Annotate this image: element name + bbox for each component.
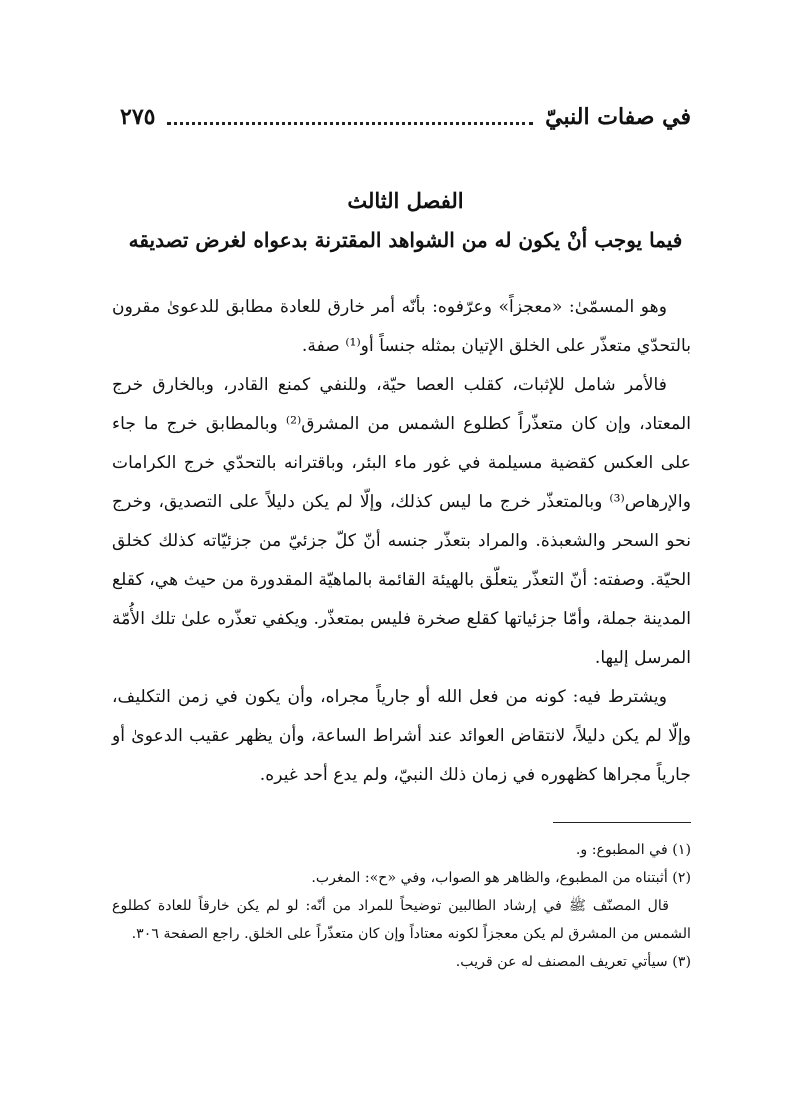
paragraph-1: وهو المسمّىٰ: «معجزاً» وعرّفوه: بأنّه أمر خارق للعادة مطابق للدعوىٰ مقرون بالتحدّي متعذّر على الخلق الإتيان بمثله جنساً أو⁽¹⁾ صفة. bbox=[112, 297, 691, 356]
footnote-2: (٢) أثبتناه من المطبوع، والظاهر هو الصواب، وفي «ح»: المغرب. bbox=[311, 870, 691, 886]
chapter-subtitle: فيما يوجب أنْ يكون له من الشواهد المقترنة بدعواه لغرض تصديقه bbox=[128, 228, 683, 252]
footnote-1: (١) في المطبوع: و. bbox=[575, 842, 691, 858]
leader-dots bbox=[167, 122, 533, 125]
footnote-2-continuation: قال المصنّف ﷺ في إرشاد الطالبين توضيحاً للمراد من أنّه: لو لم يكن خارقاً للعادة كطلوع الشمس من المشرق لم يكن معجزاً لكونه معتاداً وإن كان متعذّراً على الخلق. راجع الصفحة ٣٠٦. bbox=[112, 898, 691, 942]
footnotes bbox=[112, 836, 691, 976]
page-number: ٢٧٥ bbox=[120, 104, 156, 130]
footnote-3: (٣) سيأتي تعريف المصنف له عن قريب. bbox=[455, 954, 691, 970]
running-head bbox=[120, 100, 691, 134]
body-text bbox=[112, 288, 691, 795]
footnote-divider bbox=[553, 822, 691, 823]
paragraph-3: ويشترط فيه: كونه من فعل الله أو جارياً مجراه، وأن يكون في زمن التكليف، وإلّا لم يكن دليلاً، لانتقاض العوائد عند أشراط الساعة، وأن يظهر عقيب الدعوىٰ أو جارياً مجراها كظهوره في زمان ذلك النبيّ، ولم يدع أحد غيره. bbox=[112, 687, 691, 785]
paragraph-2: فالأمر شامل للإثبات، كقلب العصا حيّة، وللنفي كمنع القادر، وبالخارق خرج المعتاد، وإن كان متعذّراً كطلوع الشمس من المشرق⁽²⁾ وبالمطابق خرج ما جاء على العكس كقضية مسيلمة في غور ماء البئر، وباقترانه بالتحدّي خرج الكرامات والإرهاص⁽³⁾ وبالمتعذّر خرج ما ليس كذلك، وإلّا لم يكن دليلاً على التصديق، وخرج نحو السحر والشعبذة. والمراد بتعذّر جنسه أنّ كلّ جزئيّ من جزئيّاته كذلك كخلق الحيّة. وصفته: أنّ التعذّر يتعلّق بالهيئة القائمة بالماهيّة المقدورة من حيث هي، كقلع المدينة جملة، وأمّا جزئياتها كقلع صخرة فليس بمتعذّر. ويكفي تعذّره علىٰ تلك الأُمّة المرسل إليها. bbox=[112, 375, 691, 668]
chapter-title: الفصل الثالث bbox=[347, 188, 464, 213]
running-head-title: في صفات النبيّ bbox=[545, 104, 691, 130]
